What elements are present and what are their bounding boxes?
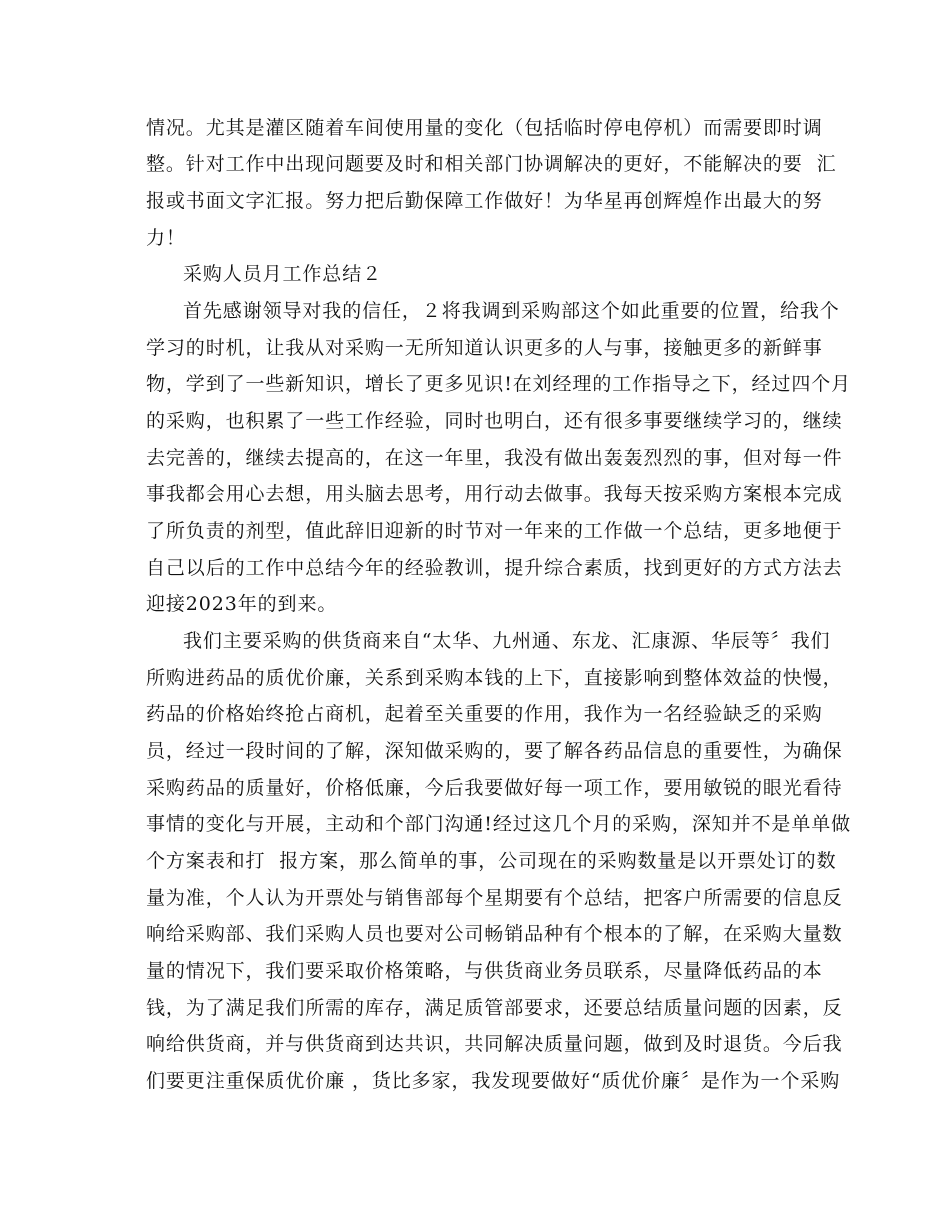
paragraph-line: 响给采购部、我们采购人员也要对公司畅销品种有个根本的了解，在采购大量数 <box>146 923 843 945</box>
paragraph-line: 药品的价格始终抢占商机，起着至关重要的作用，我作为一名经验缺乏的采购 <box>146 703 823 725</box>
paragraph-line: 们要更注重保质优价廉 ，货比多家，我发现要做好“质优价廉〞是作为一个采购 <box>146 1070 841 1092</box>
paragraph-line: 量为准，个人认为开票处与销售部每个星期要有个总结，把客户所需要的信息反 <box>146 887 843 909</box>
paragraph-line: 事我都会用心去想，用头脑去思考，用行动去做事。我每天按采购方案根本完成 <box>146 483 843 505</box>
paragraph-line: 员，经过一段时间的了解，深知做采购的，要了解各药品信息的重要性，为确保 <box>146 740 843 762</box>
paragraph-line: 首先感谢领导对我的信任，２将我调到采购部这个如此重要的位置，给我个 <box>183 300 840 322</box>
paragraph-line: 采购药品的质量好，价格低廉，今后我要做好每一项工作，要用敏锐的眼光看待 <box>146 777 843 799</box>
paragraph-line: 学习的时机，让我从对采购一无所知道认识更多的人与事，接触更多的新鲜事 <box>146 337 823 359</box>
paragraph-line: 力！ <box>146 227 186 249</box>
paragraph-line: 响给供货商，并与供货商到达共识，共同解决质量问题，做到及时退货。今后我 <box>146 1033 843 1055</box>
paragraph-line: 迎接2023年的到来。 <box>146 593 338 615</box>
paragraph-line: 报或书面文字汇报。努力把后勤保障工作做好！为华星再创辉煌作出最大的努 <box>146 190 823 212</box>
section-heading: 采购人员月工作总结２ <box>183 263 383 285</box>
paragraph-line: 所购进药品的质优价廉，关系到采购本钱的上下，直接影响到整体效益的快慢， <box>146 667 843 689</box>
paragraph-line: 自己以后的工作中总结今年的经验教训，提升综合素质，找到更好的方式方法去 <box>146 557 843 579</box>
paragraph-line: 个方案表和打 报方案，那么简单的事，公司现在的采购数量是以开票处订的数 <box>146 850 837 872</box>
paragraph-line: 情况。尤其是灌区随着车间使用量的变化（包括临时停电停机）而需要即时调 <box>146 117 823 139</box>
paragraph-line: 钱，为了满足我们所需的库存，满足质管部要求，还要总结质量问题的因素，反 <box>146 997 843 1019</box>
paragraph-line: 量的情况下，我们要采取价格策略，与供货商业务员联系，尽量降低药品的本 <box>146 960 823 982</box>
paragraph-line: 事情的变化与开展，主动和个部门沟通!经过这几个月的采购，深知并不是单单做 <box>146 813 852 835</box>
paragraph-line: 了所负责的剂型，值此辞旧迎新的时节对一年来的工作做一个总结，更多地便于 <box>146 520 843 542</box>
paragraph-line: 物，学到了一些新知识，增长了更多见识!在刘经理的工作指导之下，经过四个月 <box>146 373 852 395</box>
paragraph-line: 整。针对工作中出现问题要及时和相关部门协调解决的更好，不能解决的要 汇 <box>146 153 837 175</box>
paragraph-line: 的采购，也积累了一些工作经验，同时也明白，还有很多事要继续学习的，继续 <box>146 410 843 432</box>
paragraph-line: 我们主要采购的供货商来自“太华、九州通、东龙、汇康源、华辰等〞我们 <box>183 630 831 652</box>
paragraph-line: 去完善的，继续去提高的，在这一年里，我没有做出轰轰烈烈的事，但对每一件 <box>146 447 843 469</box>
